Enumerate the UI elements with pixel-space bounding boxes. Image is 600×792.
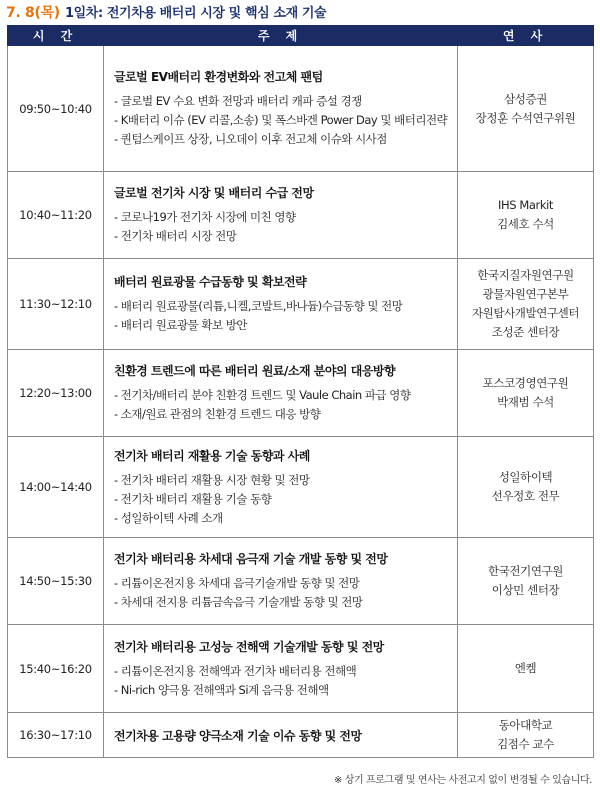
session-topic	[104, 538, 458, 625]
speaker-name: 김세호 수석	[497, 217, 554, 231]
session-bullet: - 코로나19가 전기차 시장에 미친 영향	[114, 210, 296, 224]
session-time: 12:20~13:00	[8, 350, 104, 437]
table-row	[8, 538, 594, 625]
session-speaker	[458, 625, 594, 713]
session-speaker	[458, 713, 594, 758]
session-topic	[104, 46, 458, 172]
speaker-center: 자원탐사개발연구센터	[471, 306, 580, 320]
session-topic	[104, 437, 458, 538]
speaker-org: IHS Markit	[497, 198, 554, 212]
session-title: 전기차 배터리 재활용 기술 동향과 사례	[114, 448, 310, 463]
speaker-name: 조성준 센터장	[491, 325, 560, 339]
session-title: 전기차 배터리용 차세대 음극재 기술 개발 동향 및 전망	[114, 552, 388, 566]
session-time: 15:40~16:20	[8, 625, 104, 713]
session-bullet: - 리튬이온전지용 전해액과 전기차 배터리용 전해액	[114, 663, 357, 678]
session-topic	[104, 172, 458, 259]
column-header-speaker: 연 사	[458, 26, 594, 46]
session-speaker	[458, 538, 594, 625]
session-speaker	[458, 437, 594, 538]
session-time: 10:40~11:20	[8, 172, 104, 259]
session-topic	[104, 259, 458, 350]
session-bullet: - 배터리 원료광물(리튬,니켈,코발트,바나듐)수급동향 및 전망	[114, 299, 403, 313]
speaker-dept: 광물자원연구본부	[482, 287, 569, 301]
session-title: 글로벌 EV배터리 환경변화와 전고체 팬텀	[114, 70, 323, 84]
table-row	[8, 46, 594, 172]
session-time: 16:30~17:10	[8, 713, 104, 758]
speaker-name: 선우정호 전무	[491, 489, 560, 503]
session-bullet: - 성일하이텍 사례 소개	[114, 510, 223, 525]
speaker-org: 한국전기연구원	[488, 564, 563, 578]
table-header-row	[8, 26, 594, 46]
session-bullet: - 글로벌 EV 수요 변화 전망과 배터리 캐파 증설 경쟁	[114, 94, 362, 108]
session-bullet: - 리튬이온전지용 차세대 음극기술개발 동향 및 전망	[114, 576, 360, 590]
schedule-table	[7, 25, 594, 758]
table-row	[8, 437, 594, 538]
session-topic	[104, 350, 458, 437]
session-bullet: - K배터리 이슈 (EV 리콜,소송) 및 폭스바겐 Power Day 및 배터리전략	[114, 113, 448, 127]
footnote: ※ 상기 프로그램 및 연사는 사전고지 없이 변경될 수 있습니다.	[333, 775, 592, 786]
page-title	[6, 2, 326, 24]
speaker-org: 삼성증권	[504, 91, 547, 106]
session-speaker	[458, 172, 594, 259]
session-bullet: - 전기차/배터리 분야 친환경 트렌드 및 Vaule Chain 파급 영향	[114, 388, 411, 402]
speaker-org: 동아대학교	[498, 718, 553, 732]
speaker-name: 장정훈 수석연구위원	[475, 110, 576, 125]
session-time: 11:30~12:10	[8, 259, 104, 350]
column-header-topic: 주 제	[104, 26, 458, 46]
session-topic	[104, 713, 458, 758]
session-bullet: - Ni-rich 양극용 전해액과 Si계 음극용 전해액	[114, 682, 329, 697]
session-bullet: - 전기차 배터리 재활용 기술 동향	[114, 491, 272, 506]
session-speaker	[458, 350, 594, 437]
speaker-org: 한국지질자원연구원	[477, 268, 574, 282]
session-title: 배터리 원료광물 수급동향 및 확보전략	[114, 275, 307, 289]
table-row	[8, 713, 594, 758]
title-date: 7. 8(목)	[6, 5, 60, 21]
speaker-org: 엔켐	[514, 661, 537, 675]
session-bullet: - 소재/원료 관점의 친환경 트렌드 대응 방향	[114, 407, 321, 421]
session-title: 전기차 배터리용 고성능 전해액 기술개발 동향 및 전망	[114, 639, 384, 654]
speaker-org: 성일하이텍	[498, 470, 553, 484]
column-header-time: 시 간	[8, 26, 104, 46]
session-bullet: - 전기차 배터리 재활용 시장 현황 및 전망	[114, 472, 310, 487]
table-row	[8, 625, 594, 713]
session-bullet: - 퀀텀스케이프 상장, 니오데이 이후 전고체 이슈와 시사점	[114, 132, 387, 146]
session-title: 친환경 트렌드에 따른 배터리 원료/소재 분야의 대응방향	[114, 364, 396, 378]
session-speaker	[458, 46, 594, 172]
table-row	[8, 259, 594, 350]
session-time: 09:50~10:40	[8, 46, 104, 172]
session-time: 14:50~15:30	[8, 538, 104, 625]
table-row	[8, 350, 594, 437]
session-time: 14:00~14:40	[8, 437, 104, 538]
session-bullet: - 차세대 전지용 리튬금속음극 기술개발 동향 및 전망	[114, 595, 363, 609]
session-speaker	[458, 259, 594, 350]
table-row	[8, 172, 594, 259]
session-bullet: - 배터리 원료광물 확보 방안	[114, 318, 247, 332]
session-title: 글로벌 전기차 시장 및 배터리 수급 전망	[114, 186, 314, 200]
session-bullet: - 전기차 배터리 시장 전망	[114, 229, 237, 243]
speaker-name: 박재범 수석	[497, 395, 554, 409]
title-text: 1일차: 전기차용 배터리 시장 및 핵심 소재 기술	[65, 6, 327, 21]
speaker-org: 포스코경영연구원	[482, 376, 569, 390]
session-topic	[104, 625, 458, 713]
session-title: 전기차용 고용량 양극소재 기술 이슈 동향 및 전망	[114, 728, 362, 743]
speaker-name: 이상민 센터장	[491, 583, 560, 597]
speaker-name: 김점수 교수	[497, 737, 554, 751]
